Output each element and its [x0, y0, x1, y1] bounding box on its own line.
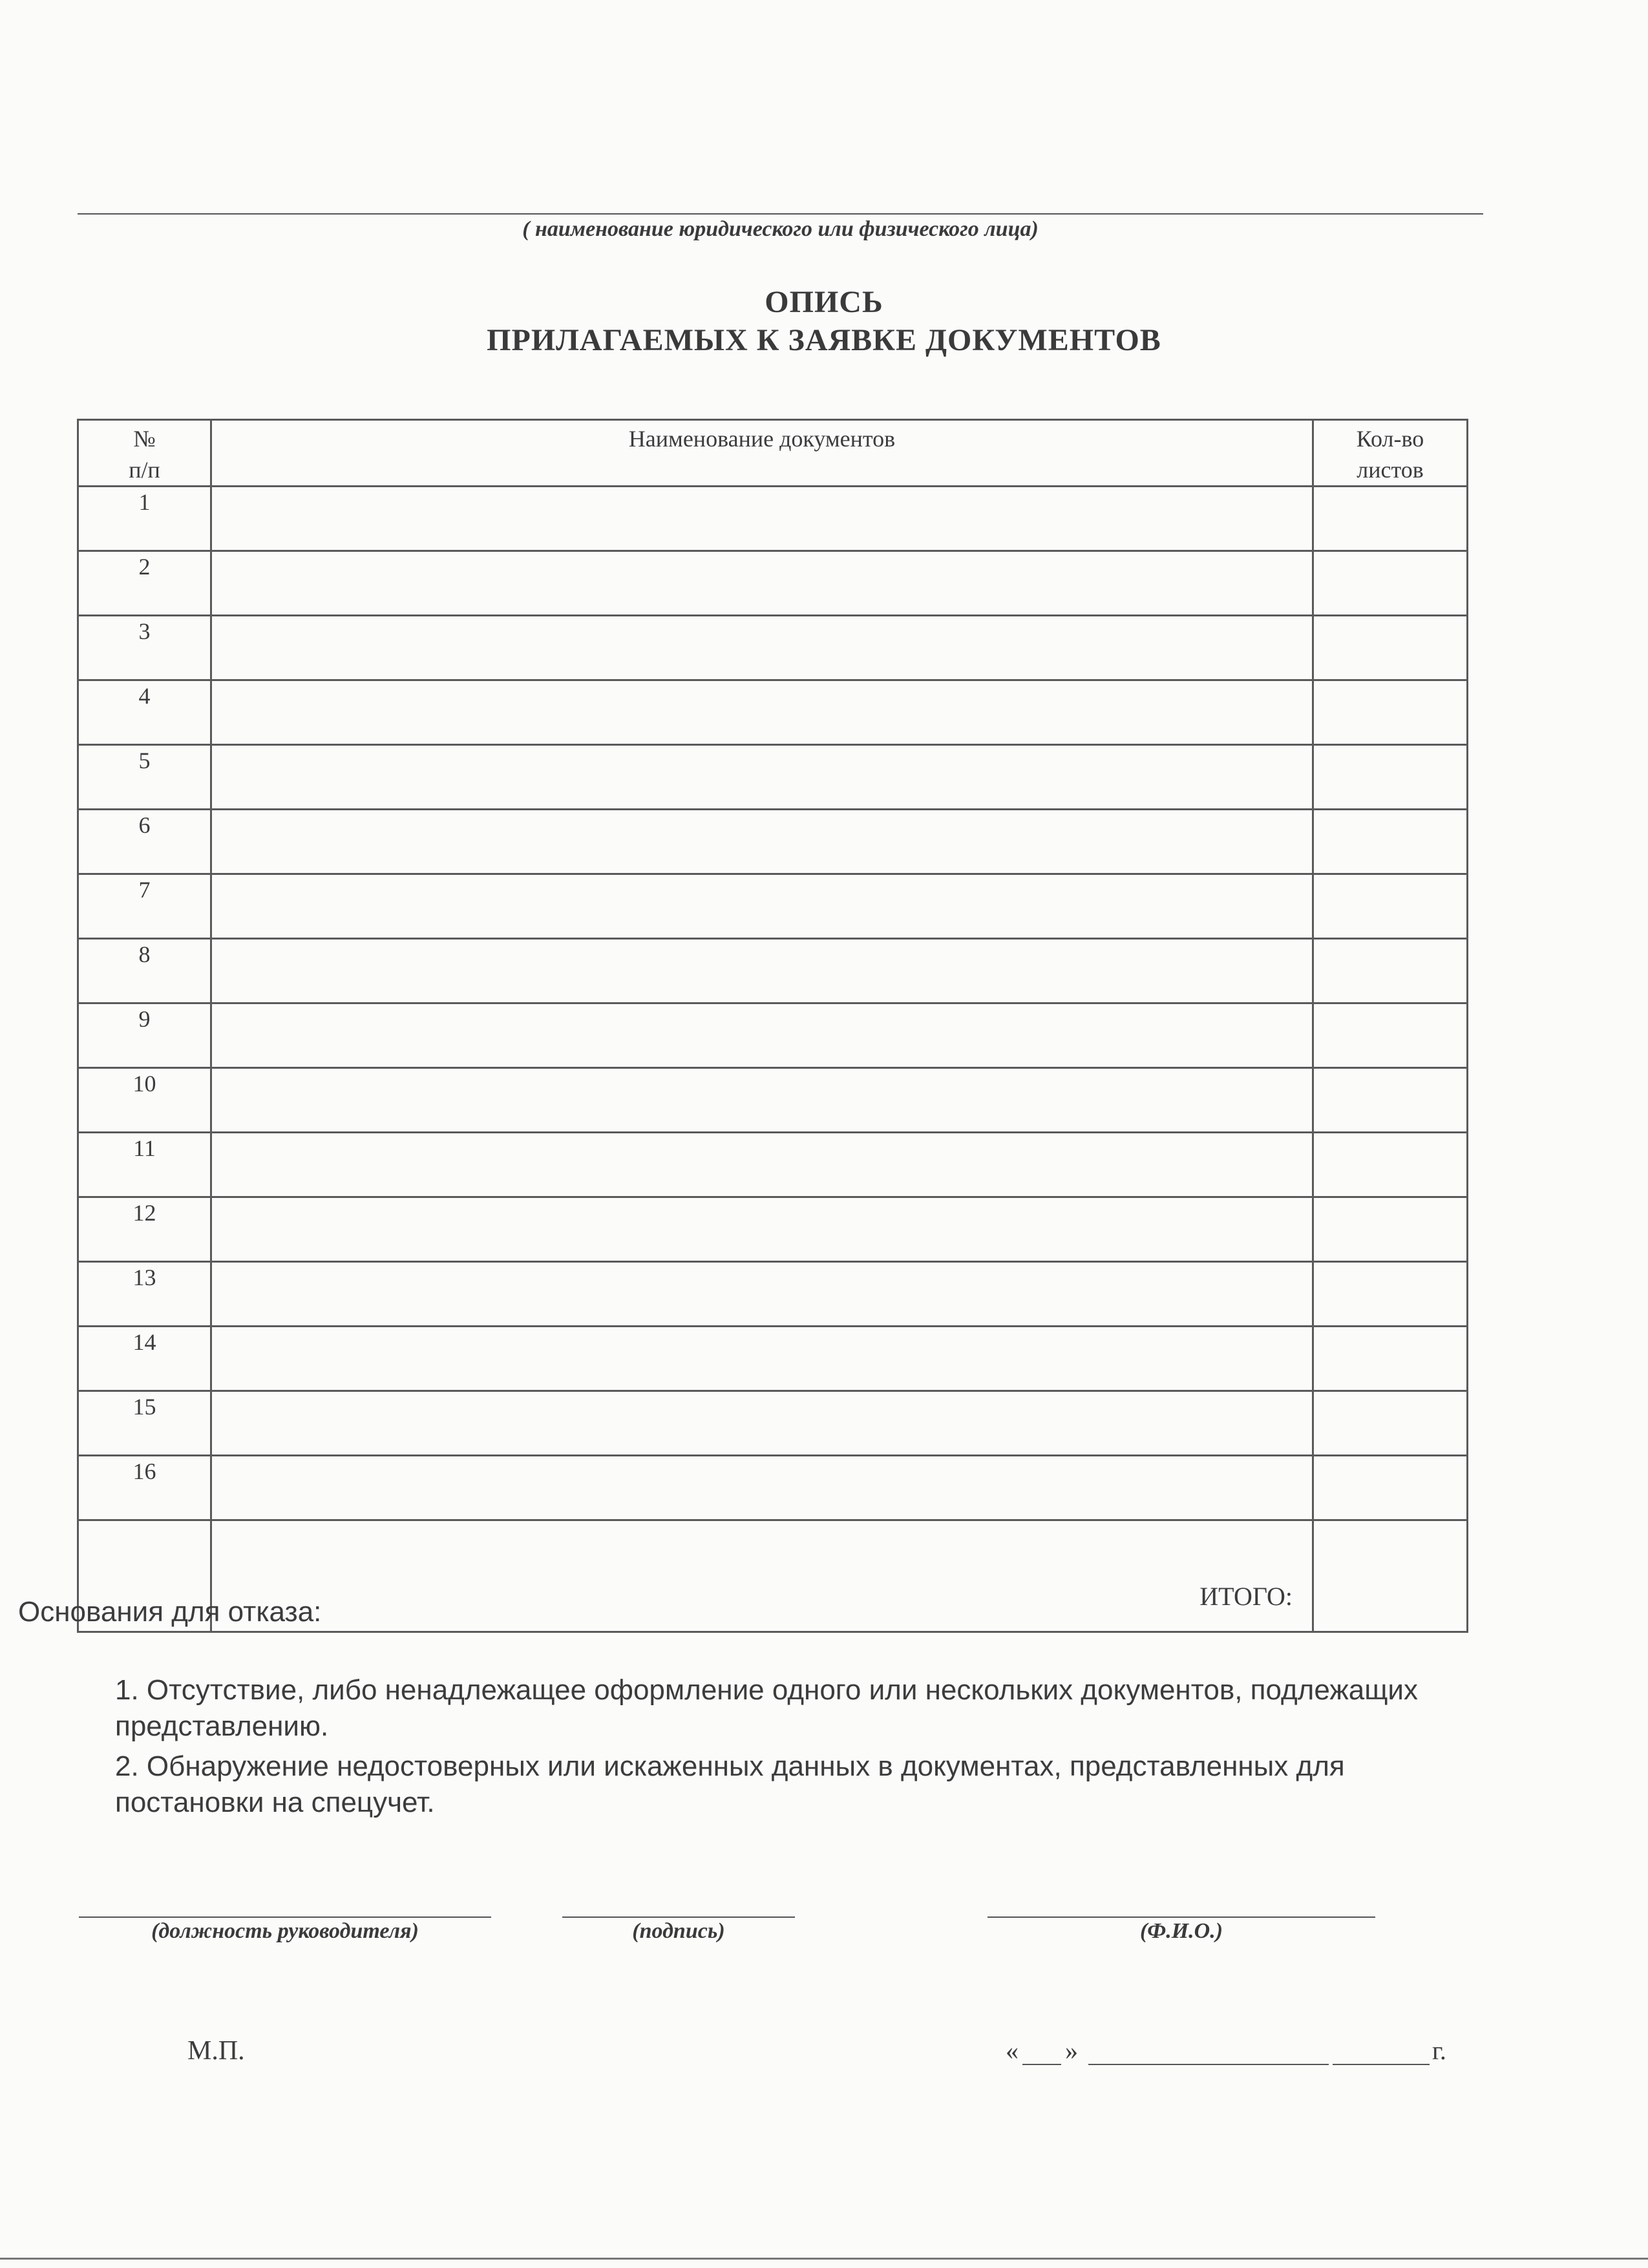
- document-name-cell[interactable]: [211, 1262, 1313, 1327]
- row-number: 12: [78, 1197, 211, 1262]
- position-caption: (должность руководителя): [151, 1919, 419, 1943]
- refusal-item-2: [115, 1748, 1345, 1821]
- table-row: [78, 680, 1468, 745]
- sheet-count-cell[interactable]: [1313, 1456, 1468, 1520]
- sheet-count-cell[interactable]: [1313, 939, 1468, 1003]
- row-number: 8: [78, 939, 211, 1003]
- refusal-item-2-line-1: 2. Обнаружение недостоверных или искаженных данных в документах, представленных для: [115, 1750, 1345, 1782]
- sheet-count-cell[interactable]: [1313, 551, 1468, 616]
- entity-name-line: [78, 213, 1483, 215]
- document-name-cell[interactable]: [211, 1003, 1313, 1068]
- entity-name-caption: ( наименование юридического или физического лица): [522, 217, 1039, 241]
- sheet-count-cell[interactable]: [1313, 680, 1468, 745]
- total-label: ИТОГО:: [211, 1520, 1313, 1632]
- table-row: [78, 1327, 1468, 1391]
- row-number: 14: [78, 1327, 211, 1391]
- signature-line[interactable]: [562, 1916, 795, 1918]
- refusal-item-2-line-2: постановки на спецучет.: [115, 1787, 435, 1818]
- row-number: 9: [78, 1003, 211, 1068]
- stamp-label: М.П.: [187, 2036, 245, 2066]
- date-open-quote: «: [1006, 2036, 1019, 2065]
- signature-caption: (подпись): [632, 1919, 725, 1943]
- document-name-cell[interactable]: [211, 1133, 1313, 1197]
- row-number: 1: [78, 487, 211, 551]
- refusal-item-1-line-1: 1. Отсутствие, либо ненадлежащее оформление одного или нескольких документов, подлежащих: [115, 1674, 1419, 1706]
- year-blank-line[interactable]: [1333, 2064, 1430, 2065]
- row-number: 13: [78, 1262, 211, 1327]
- sheet-count-cell[interactable]: [1313, 487, 1468, 551]
- refusal-item-1-line-2: представлению.: [115, 1710, 329, 1742]
- document-name-cell[interactable]: [211, 616, 1313, 680]
- table-row: [78, 874, 1468, 939]
- document-name-cell[interactable]: [211, 1456, 1313, 1520]
- page-bottom-edge: [0, 2258, 1648, 2260]
- sheet-count-cell[interactable]: [1313, 1262, 1468, 1327]
- row-number: 7: [78, 874, 211, 939]
- row-number: 5: [78, 745, 211, 810]
- document-name-cell[interactable]: [211, 1391, 1313, 1456]
- table-row: [78, 1456, 1468, 1520]
- table-row: [78, 551, 1468, 616]
- table-row: [78, 616, 1468, 680]
- date-field: [1006, 2035, 1458, 2072]
- table-row: [78, 1197, 1468, 1262]
- table-row: [78, 1391, 1468, 1456]
- sheet-count-cell[interactable]: [1313, 1003, 1468, 1068]
- table-row: [78, 939, 1468, 1003]
- document-name-cell[interactable]: [211, 874, 1313, 939]
- document-name-cell[interactable]: [211, 810, 1313, 874]
- sheet-count-cell[interactable]: [1313, 1068, 1468, 1133]
- table-row: [78, 487, 1468, 551]
- table-row: [78, 1133, 1468, 1197]
- sheet-count-cell[interactable]: [1313, 745, 1468, 810]
- table-row: [78, 810, 1468, 874]
- year-suffix: г.: [1432, 2036, 1446, 2065]
- row-number: 10: [78, 1068, 211, 1133]
- document-name-cell[interactable]: [211, 939, 1313, 1003]
- row-number: 3: [78, 616, 211, 680]
- document-name-cell[interactable]: [211, 551, 1313, 616]
- document-name-cell[interactable]: [211, 745, 1313, 810]
- row-number: 4: [78, 680, 211, 745]
- table-header-row: [78, 420, 1468, 487]
- document-name-cell[interactable]: [211, 1197, 1313, 1262]
- sheet-count-cell[interactable]: [1313, 1197, 1468, 1262]
- refusal-item-1: [115, 1672, 1418, 1745]
- month-blank-line[interactable]: [1088, 2064, 1329, 2065]
- header-sheet-count: Кол-во листов: [1313, 420, 1468, 487]
- document-name-cell[interactable]: [211, 1068, 1313, 1133]
- document-title: [0, 284, 1648, 358]
- date-close-quote: »: [1065, 2036, 1078, 2065]
- row-number: 2: [78, 551, 211, 616]
- day-blank-line[interactable]: [1022, 2064, 1061, 2065]
- sheet-count-cell[interactable]: [1313, 616, 1468, 680]
- header-number: № п/п: [78, 420, 211, 487]
- documents-table: [77, 419, 1468, 1633]
- name-line[interactable]: [988, 1916, 1375, 1918]
- document-name-cell[interactable]: [211, 680, 1313, 745]
- row-number: 6: [78, 810, 211, 874]
- sheet-count-cell[interactable]: [1313, 810, 1468, 874]
- title-line-1: ОПИСЬ: [765, 285, 883, 319]
- sheet-count-cell[interactable]: [1313, 1327, 1468, 1391]
- total-sheets-cell[interactable]: [1313, 1520, 1468, 1632]
- name-caption: (Ф.И.О.): [1139, 1919, 1223, 1943]
- table-row: [78, 1068, 1468, 1133]
- table-row: [78, 1003, 1468, 1068]
- row-number: 16: [78, 1456, 211, 1520]
- document-name-cell[interactable]: [211, 1327, 1313, 1391]
- sheet-count-cell[interactable]: [1313, 1133, 1468, 1197]
- position-line[interactable]: [79, 1916, 491, 1918]
- table-row: [78, 745, 1468, 810]
- sheet-count-cell[interactable]: [1313, 1391, 1468, 1456]
- header-document-name: Наименование документов: [211, 420, 1313, 487]
- row-number: 15: [78, 1391, 211, 1456]
- row-number: 11: [78, 1133, 211, 1197]
- refusal-heading: Основания для отказа:: [18, 1596, 322, 1628]
- document-name-cell[interactable]: [211, 487, 1313, 551]
- title-line-2: ПРИЛАГАЕМЫХ К ЗАЯВКЕ ДОКУМЕНТОВ: [487, 323, 1161, 357]
- table-row: [78, 1262, 1468, 1327]
- sheet-count-cell[interactable]: [1313, 874, 1468, 939]
